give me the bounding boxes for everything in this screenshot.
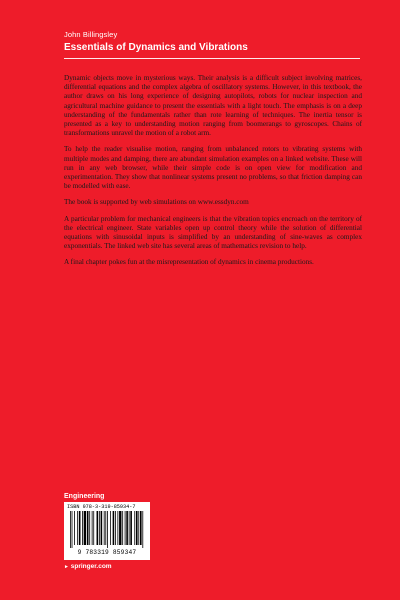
barcode-bar: [130, 511, 132, 545]
arrow-icon: ►: [64, 564, 69, 570]
blurb-paragraph-1: Dynamic objects move in mysterious ways. Their analysis is a difficult subject involving matrices, differential equations and the complex algebra of oscillatory systems. However, in this textbook, the author draws on his long experience of designing autopilots, robots for nuclear inspection and agricultural machine guidance to present the essentials with a light touch. The emphasis is on a deep understanding of the fundamentals rather than rote learning of techniques. The inertia tensor is presented as a key to understanding motion ranging from boomerangs to gyroscopes. Chains of transformations unravel the motion of a robot arm.: [64, 74, 362, 138]
isbn-label: ISBN 978-3-319-85934-7: [67, 504, 136, 510]
barcode-bar: [93, 511, 94, 545]
blurb-paragraph-5: A final chapter pokes fun at the misrepresentation of dynamics in cinema productions.: [64, 258, 314, 267]
barcode-bar: [129, 511, 130, 545]
barcode-bar: [104, 511, 105, 545]
barcode-bar: [105, 511, 106, 545]
publisher-website: springer.com: [70, 563, 112, 570]
subject-category: Engineering: [64, 493, 105, 500]
title-divider: [64, 58, 360, 59]
barcode-number: 9 783319 859347: [77, 549, 137, 556]
blurb-paragraph-4: A particular problem for mechanical engineers is that the vibration topics encroach on the territory of the electrical engineer. State variables open up control theory while the solution of differential equations with sinusoidal inputs is simplified by an understanding of sine-waves as complex exponentials. The linked web site has several areas of mathematics revision to help.: [64, 214, 362, 251]
publisher-line: [64, 563, 112, 570]
barcode-bar: [126, 511, 128, 545]
barcode-bar: [136, 511, 138, 545]
barcode-panel: [64, 502, 150, 560]
barcode-bar: [134, 511, 135, 545]
barcode-bar: [115, 511, 116, 545]
barcode-bar: [142, 511, 143, 548]
barcode-bar: [125, 511, 126, 545]
barcode-bar: [99, 511, 100, 545]
barcode-bar: [79, 511, 81, 545]
barcode-bar: [84, 511, 86, 545]
barcode-bar: [119, 511, 121, 545]
barcode-bar: [77, 511, 78, 545]
barcode-bar: [110, 511, 111, 545]
barcode-bars: [70, 511, 144, 548]
barcode-bar: [140, 511, 142, 545]
blurb-text: [64, 74, 362, 275]
barcode-bar: [117, 511, 118, 545]
barcode-bar: [92, 511, 93, 545]
blurb-paragraph-3: The book is supported by web simulations on www.essdyn.com: [64, 198, 249, 207]
barcode-bar: [82, 511, 83, 545]
barcode-bar: [87, 511, 89, 545]
barcode-bar: [113, 511, 115, 545]
barcode-bar: [101, 511, 103, 545]
author-name: John Billingsley: [64, 30, 118, 39]
barcode-bar: [70, 511, 71, 548]
barcode-bar: [107, 511, 108, 548]
barcode-bar: [74, 511, 75, 545]
barcode-bar: [89, 511, 90, 545]
barcode-bar: [138, 511, 139, 545]
book-title: Essentials of Dynamics and Vibrations: [64, 42, 248, 53]
barcode-bar: [122, 511, 123, 545]
barcode-bar: [72, 511, 73, 548]
barcode-bar: [97, 511, 99, 545]
blurb-paragraph-2: To help the reader visualise motion, ranging from unbalanced rotors to vibrating systems with multiple modes and damping, there are abundant simulation examples on a linked website. These will run in any web browser, while their simple code is on open view for modification and experimentation. They show that nonlinear systems present no problems, so that friction damping can be modelled with ease.: [64, 145, 362, 191]
